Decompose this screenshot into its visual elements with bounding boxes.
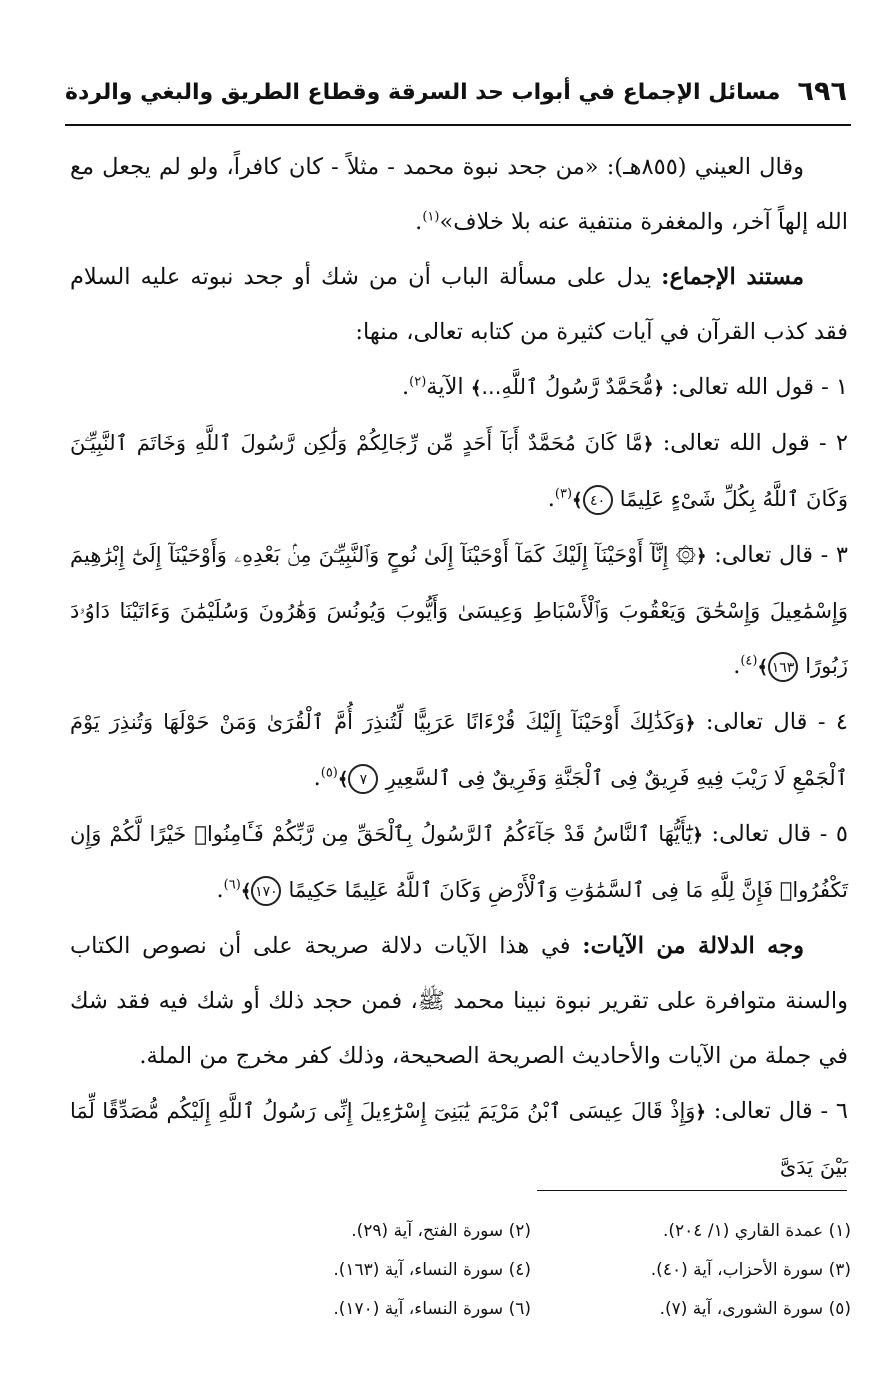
footnote-divider: [537, 1190, 847, 1191]
quote-end: .: [415, 209, 423, 235]
ayah-number-marker: ١٦٣: [768, 652, 798, 682]
evidence-heading: مستند الإجماع:: [661, 264, 804, 290]
item-3-ayah: ۞ إِنَّآ أَوْحَيْنَآ إِلَيْكَ كَمَآ أَوْحَيْنَآ إِلَىٰ نُوحٍ وَٱلنَّبِيِّـۧنَ مِنۢ بَعْدِهِۦ وَأَوْحَيْنَآ إِلَىٰٓ إِبْرَٰهِيمَ وَإِسْمَٰعِيلَ وَإِسْحَٰقَ وَيَعْقُوبَ وَٱلْأَسْبَاطِ وَعِيسَىٰ وَأَيُّوبَ وَيُونُسَ وَهَٰرُونَ وَسُلَيْمَٰنَ وَءَاتَيْنَا دَاوُۥدَ زَبُورًا: [70, 543, 848, 678]
ornate-bracket-open: ﴿: [642, 434, 654, 455]
footnote-ref-1: (١): [422, 209, 440, 225]
item-6-lead: ٦ - قال تعالى:: [705, 1098, 848, 1124]
ornate-bracket-open: ﴿: [684, 713, 696, 734]
item-2-ayah: مَّا كَانَ مُحَمَّدٌ أَبَآ أَحَدٍ مِّن رِّجَالِكُمْ وَلَٰكِن رَّسُولَ ٱللَّهِ وَخَاتَمَ ٱلنَّبِيِّـۧنَ وَكَانَ ٱللَّهُ بِكُلِّ شَىْءٍ عَلِيمًا: [70, 431, 848, 511]
list-item-5: ٥ - قال تعالى: ﴿يَٰٓأَيُّهَا ٱلنَّاسُ قَدْ جَآءَكُمُ ٱلرَّسُولُ بِٱلْحَقِّ مِن رَّبِّكُمْ فَـَٔامِنُوا۟ خَيْرًا لَّكُمْ وَإِن تَكْفُرُوا۟ فَإِنَّ لِلَّهِ مَا فِى ٱلسَّمَٰوَٰتِ وَٱلْأَرْضِ وَكَانَ ٱللَّهُ عَلِيمًا حَكِيمًا ١٧٠﴾$^{(٦)}$.: [70, 807, 848, 919]
inference-heading: وجه الدلالة من الآيات:: [582, 933, 804, 959]
list-item-6: [70, 1084, 848, 1195]
evidence-text: يدل على مسألة الباب أن من شك أو جحد نبوته عليه السلام فقد كذب القرآن في آيات كثيرة من كتابه تعالى، منها:: [70, 264, 848, 345]
item-5-ayah: يَٰٓأَيُّهَا ٱلنَّاسُ قَدْ جَآءَكُمُ ٱلرَّسُولُ بِٱلْحَقِّ مِن رَّبِّكُمْ فَـَٔامِنُوا۟ خَيْرًا لَّكُمْ وَإِن تَكْفُرُوا۟ فَإِنَّ لِلَّهِ مَا فِى ٱلسَّمَٰوَٰتِ وَٱلْأَرْضِ وَكَانَ ٱللَّهُ عَلِيمًا حَكِيمًا: [70, 822, 848, 902]
footnote-3: (٣) سورة الأحزاب، آية (٤٠).: [650, 1260, 851, 1280]
list-item-1: ١ - قول الله تعالى: ﴿مُّحَمَّدٌ رَّسُولُ ٱللَّهِ...﴾ الآية$^{(٢)}$.: [401, 374, 848, 400]
list-item-4: ٤ - قال تعالى: ﴿وَكَذَٰلِكَ أَوْحَيْنَآ إِلَيْكَ قُرْءَانًا عَرَبِيًّا لِّتُنذِرَ أُمَّ ٱلْقُرَىٰ وَمَنْ حَوْلَهَا وَتُنذِرَ يَوْمَ ٱلْجَمْعِ لَا رَيْبَ فِيهِ فَرِيقٌ فِى ٱلْجَنَّةِ وَفَرِيقٌ فِى ٱلسَّعِيرِ ٧﴾$^{(٥)}$.: [70, 695, 848, 807]
item-1-ayah: مُّحَمَّدٌ رَّسُولُ ٱللَّهِ...: [481, 375, 654, 399]
ornate-bracket-close: ﴾: [572, 490, 583, 511]
footnote-2: (٢) سورة الفتح، آية (٢٩).: [351, 1221, 531, 1241]
ayah-number-marker: ٤٠: [583, 485, 613, 515]
header-divider: [65, 124, 851, 126]
page-header: [65, 72, 851, 118]
item-1-lead: ١ - قول الله تعالى:: [664, 374, 848, 400]
item-2-lead: ٢ - قول الله تعالى:: [653, 430, 848, 456]
paragraph-aini-quote: [70, 140, 848, 250]
footnotes: [211, 1212, 851, 1329]
footnote-1: (١) عمدة القاري (١/ ٢٠٤).: [663, 1221, 851, 1241]
quote-text: وقال العيني (٨٥٥هـ): «من جحد نبوة محمد - مثلاً - كان كافراً، ولو لم يجعل مع الله إلهاً آخر، والمغفرة منتفية عنه بلا خلاف»: [70, 154, 848, 235]
paragraph-evidence: [70, 250, 848, 360]
inference-text: في هذا الآيات دلالة صريحة على أن نصوص الكتاب والسنة متوافرة على تقرير نبوة نبينا محمد ﷺ، فمن حجد ذلك أو شك فيه فقد شك في جملة من الآيات والأحاديث الصريحة الصحيحة، وذلك كفر مخرج من الملة.: [70, 933, 848, 1069]
ornate-bracket-open: ﴿: [653, 378, 665, 399]
list-item-3: ٣ - قال تعالى: ﴿۞ إِنَّآ أَوْحَيْنَآ إِلَيْكَ كَمَآ أَوْحَيْنَآ إِلَىٰ نُوحٍ وَٱلنَّبِيِّـۧنَ مِنۢ بَعْدِهِۦ وَأَوْحَيْنَآ إِلَىٰٓ إِبْرَٰهِيمَ وَإِسْمَٰعِيلَ وَإِسْحَٰقَ وَيَعْقُوبَ وَٱلْأَسْبَاطِ وَعِيسَىٰ وَأَيُّوبَ وَيُونُسَ وَهَٰرُونَ وَسُلَيْمَٰنَ وَءَاتَيْنَا دَاوُۥدَ زَبُورًا ١٦٣﴾$^{(٤)}$.: [70, 528, 848, 695]
ornate-bracket-close: ﴾: [337, 769, 349, 790]
item-6-ayah: وَإِذْ قَالَ عِيسَى ٱبْنُ مَرْيَمَ يَٰبَنِىٓ إِسْرَٰٓءِيلَ إِنِّى رَسُولُ ٱللَّهِ إِلَيْكُم مُّصَدِّقًا لِّمَا بَيْنَ يَدَىَّ: [70, 1099, 848, 1179]
paragraph-inference: [70, 919, 848, 1084]
ornate-bracket-open: ﴿: [695, 1102, 706, 1123]
footnote-ref-5: (٥): [320, 765, 338, 781]
ornate-bracket-open: ﴿: [692, 825, 703, 846]
footnote-ref-6: (٦): [223, 877, 241, 893]
item-4-ayah: وَكَذَٰلِكَ أَوْحَيْنَآ إِلَيْكَ قُرْءَانًا عَرَبِيًّا لِّتُنذِرَ أُمَّ ٱلْقُرَىٰ وَمَنْ حَوْلَهَا وَتُنذِرَ يَوْمَ ٱلْجَمْعِ لَا رَيْبَ فِيهِ فَرِيقٌ فِى ٱلْجَنَّةِ وَفَرِيقٌ فِى ٱلسَّعِيرِ: [70, 710, 848, 790]
page-number: ٦٩٦: [797, 76, 847, 107]
item-3-lead: ٣ - قال تعالى:: [706, 542, 848, 568]
ornate-bracket-close: ﴾: [757, 657, 769, 678]
item-4-lead: ٤ - قال تعالى:: [695, 709, 848, 735]
footnote-ref-3: (٣): [554, 486, 573, 502]
ornate-bracket-open: ﴿: [695, 546, 707, 567]
list-item-2: ٢ - قول الله تعالى: ﴿مَّا كَانَ مُحَمَّدٌ أَبَآ أَحَدٍ مِّن رِّجَالِكُمْ وَلَٰكِن رَّسُولَ ٱللَّهِ وَخَاتَمَ ٱلنَّبِيِّـۧنَ وَكَانَ ٱللَّهُ بِكُلِّ شَىْءٍ عَلِيمًا ٤٠﴾$^{(٣)}$.: [70, 416, 848, 528]
footnote-row: [211, 1290, 851, 1329]
footnote-4: (٤) سورة النساء، آية (١٦٣).: [333, 1260, 531, 1280]
ornate-bracket-close: ﴾: [240, 881, 252, 902]
footnote-row: [211, 1251, 851, 1290]
footnote-ref-4: (٤): [740, 653, 758, 669]
footnote-5: (٥) سورة الشورى، آية (٧).: [659, 1299, 851, 1319]
item-1-tail: الآية: [426, 374, 471, 400]
ornate-bracket-close: ﴾: [470, 378, 482, 399]
footnote-row: [211, 1212, 851, 1251]
item-5-lead: ٥ - قال تعالى:: [702, 821, 848, 847]
footnote-6: (٦) سورة النساء، آية (١٧٠).: [333, 1299, 531, 1319]
running-title: مسائل الإجماع في أبواب حد السرقة وقطاع الطريق والبغي والردة: [65, 80, 781, 105]
ayah-number-marker: ٧: [348, 764, 378, 794]
footnote-ref-2: (٢): [409, 374, 427, 390]
ayah-number-marker: ١٧٠: [251, 876, 281, 906]
main-text: [70, 140, 848, 1195]
